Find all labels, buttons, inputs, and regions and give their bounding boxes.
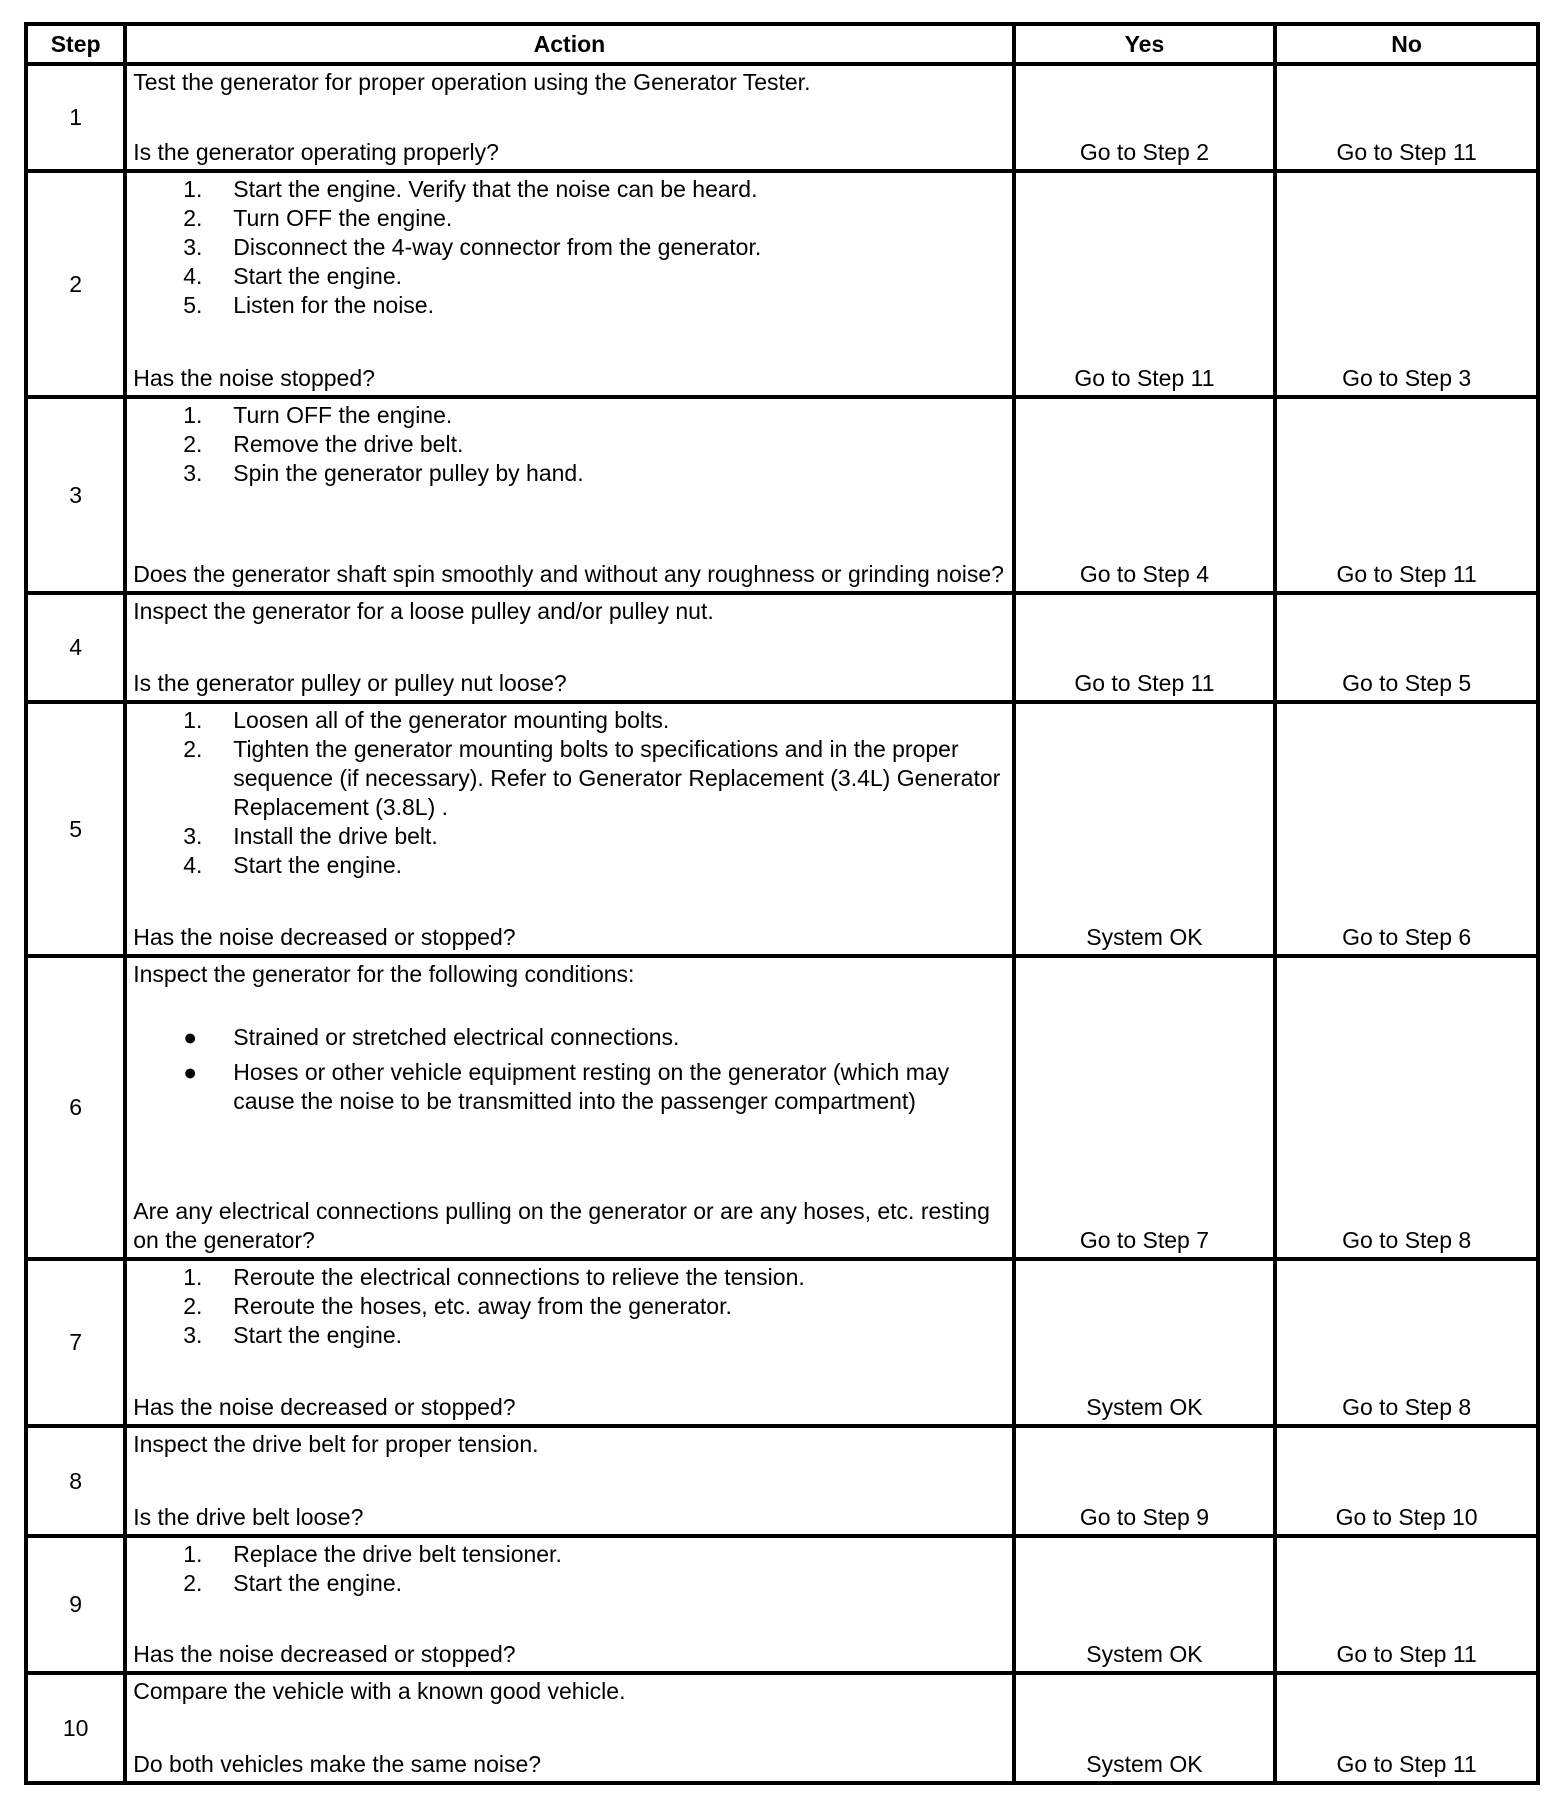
action-steps	[133, 401, 1005, 488]
no-result: Go to Step 8	[1275, 1259, 1538, 1426]
list-item: 1. Turn OFF the engine.	[183, 402, 453, 428]
step-number: 10	[26, 1673, 125, 1783]
list-item: 1. Replace the drive belt tensioner.	[183, 1541, 562, 1567]
no-result: Go to Step 6	[1275, 702, 1538, 956]
action-steps	[133, 175, 1005, 320]
yes-result: Go to Step 11	[1014, 171, 1276, 397]
list-item: 3. Disconnect the 4-way connector from the generator.	[183, 234, 762, 260]
yes-result: System OK	[1014, 1259, 1276, 1426]
list-item: 4. Start the engine.	[183, 852, 403, 878]
table-row	[26, 397, 1538, 593]
no-result: Go to Step 11	[1275, 1673, 1538, 1783]
list-item: 2. Remove the drive belt.	[183, 431, 464, 457]
action-cell	[125, 64, 1013, 171]
table-row	[26, 1259, 1538, 1426]
yes-result: Go to Step 4	[1014, 397, 1276, 593]
list-item: 3. Start the engine.	[183, 1322, 403, 1348]
list-item: 2. Turn OFF the engine.	[183, 205, 453, 231]
action-intro: Inspect the generator for a loose pulley and/or pulley nut.	[133, 598, 714, 624]
table-row	[26, 1536, 1538, 1673]
no-result: Go to Step 3	[1275, 171, 1538, 397]
list-item: 3. Spin the generator pulley by hand.	[183, 460, 584, 486]
condition-list	[133, 1023, 1005, 1116]
step-number: 9	[26, 1536, 125, 1673]
table-row	[26, 593, 1538, 702]
action-intro: Compare the vehicle with a known good vehicle.	[133, 1678, 626, 1704]
list-item: ● Hoses or other vehicle equipment resting on the generator (which may cause the noise to be transmitted into the passenger compartment)	[183, 1059, 950, 1114]
bullet-icon: ●	[183, 1059, 198, 1085]
step-number: 2	[26, 171, 125, 397]
bullet-icon: ●	[183, 1024, 198, 1050]
action-cell	[125, 593, 1013, 702]
yes-result: System OK	[1014, 1536, 1276, 1673]
action-cell	[125, 1673, 1013, 1783]
action-cell	[125, 397, 1013, 593]
no-result: Go to Step 8	[1275, 956, 1538, 1259]
action-question: Has the noise decreased or stopped?	[133, 924, 516, 950]
diagnostic-table	[24, 22, 1540, 1785]
list-item: 2. Start the engine.	[183, 1570, 403, 1596]
yes-result: Go to Step 9	[1014, 1426, 1276, 1536]
yes-result: Go to Step 2	[1014, 64, 1276, 171]
action-cell	[125, 1259, 1013, 1426]
table-row	[26, 1426, 1538, 1536]
yes-result: System OK	[1014, 702, 1276, 956]
action-cell	[125, 1426, 1013, 1536]
action-question: Do both vehicles make the same noise?	[133, 1751, 542, 1777]
header-row	[26, 24, 1538, 64]
step-number: 6	[26, 956, 125, 1259]
list-item: 2. Tighten the generator mounting bolts to specifications and in the proper sequence (if necessary). Refer to Generator Replacement (3.4L) Generator Replacement (3.8L) .	[183, 736, 1001, 820]
action-question: Has the noise decreased or stopped?	[133, 1641, 516, 1667]
yes-result: Go to Step 11	[1014, 593, 1276, 702]
list-item: 4. Start the engine.	[183, 263, 403, 289]
list-item: 3. Install the drive belt.	[183, 823, 438, 849]
action-question: Has the noise decreased or stopped?	[133, 1394, 516, 1420]
no-result: Go to Step 11	[1275, 64, 1538, 171]
no-result: Go to Step 11	[1275, 1536, 1538, 1673]
action-question: Has the noise stopped?	[133, 365, 375, 391]
list-item: ● Strained or stretched electrical connections.	[183, 1024, 680, 1050]
action-intro: Test the generator for proper operation using the Generator Tester.	[133, 69, 811, 95]
yes-result: Go to Step 7	[1014, 956, 1276, 1259]
yes-result: System OK	[1014, 1673, 1276, 1783]
action-cell	[125, 956, 1013, 1259]
header-action: Action	[125, 24, 1013, 64]
table-row	[26, 171, 1538, 397]
table-row	[26, 64, 1538, 171]
step-number: 4	[26, 593, 125, 702]
step-number: 3	[26, 397, 125, 593]
table-row	[26, 956, 1538, 1259]
action-cell	[125, 1536, 1013, 1673]
step-number: 7	[26, 1259, 125, 1426]
action-cell	[125, 702, 1013, 956]
table-row	[26, 702, 1538, 956]
header-step: Step	[26, 24, 125, 64]
action-steps	[133, 706, 1005, 880]
action-question: Does the generator shaft spin smoothly and without any roughness or grinding noise?	[133, 561, 1004, 587]
action-question: Is the drive belt loose?	[133, 1504, 364, 1530]
action-steps	[133, 1540, 1005, 1598]
action-intro: Inspect the generator for the following conditions:	[133, 961, 635, 987]
no-result: Go to Step 5	[1275, 593, 1538, 702]
action-cell	[125, 171, 1013, 397]
no-result: Go to Step 10	[1275, 1426, 1538, 1536]
action-intro: Inspect the drive belt for proper tension.	[133, 1431, 539, 1457]
action-question: Is the generator operating properly?	[133, 139, 499, 165]
action-question: Are any electrical connections pulling on the generator or are any hoses, etc. resting on the generator?	[133, 1198, 990, 1253]
header-no: No	[1275, 24, 1538, 64]
step-number: 8	[26, 1426, 125, 1536]
list-item: 1. Start the engine. Verify that the noise can be heard.	[183, 176, 758, 202]
action-steps	[133, 1263, 1005, 1350]
step-number: 5	[26, 702, 125, 956]
step-number: 1	[26, 64, 125, 171]
header-yes: Yes	[1014, 24, 1276, 64]
no-result: Go to Step 11	[1275, 397, 1538, 593]
list-item: 5. Listen for the noise.	[183, 292, 434, 318]
list-item: 2. Reroute the hoses, etc. away from the generator.	[183, 1293, 732, 1319]
action-question: Is the generator pulley or pulley nut loose?	[133, 670, 567, 696]
list-item: 1. Reroute the electrical connections to relieve the tension.	[183, 1264, 805, 1290]
table-row	[26, 1673, 1538, 1783]
list-item: 1. Loosen all of the generator mounting bolts.	[183, 707, 670, 733]
